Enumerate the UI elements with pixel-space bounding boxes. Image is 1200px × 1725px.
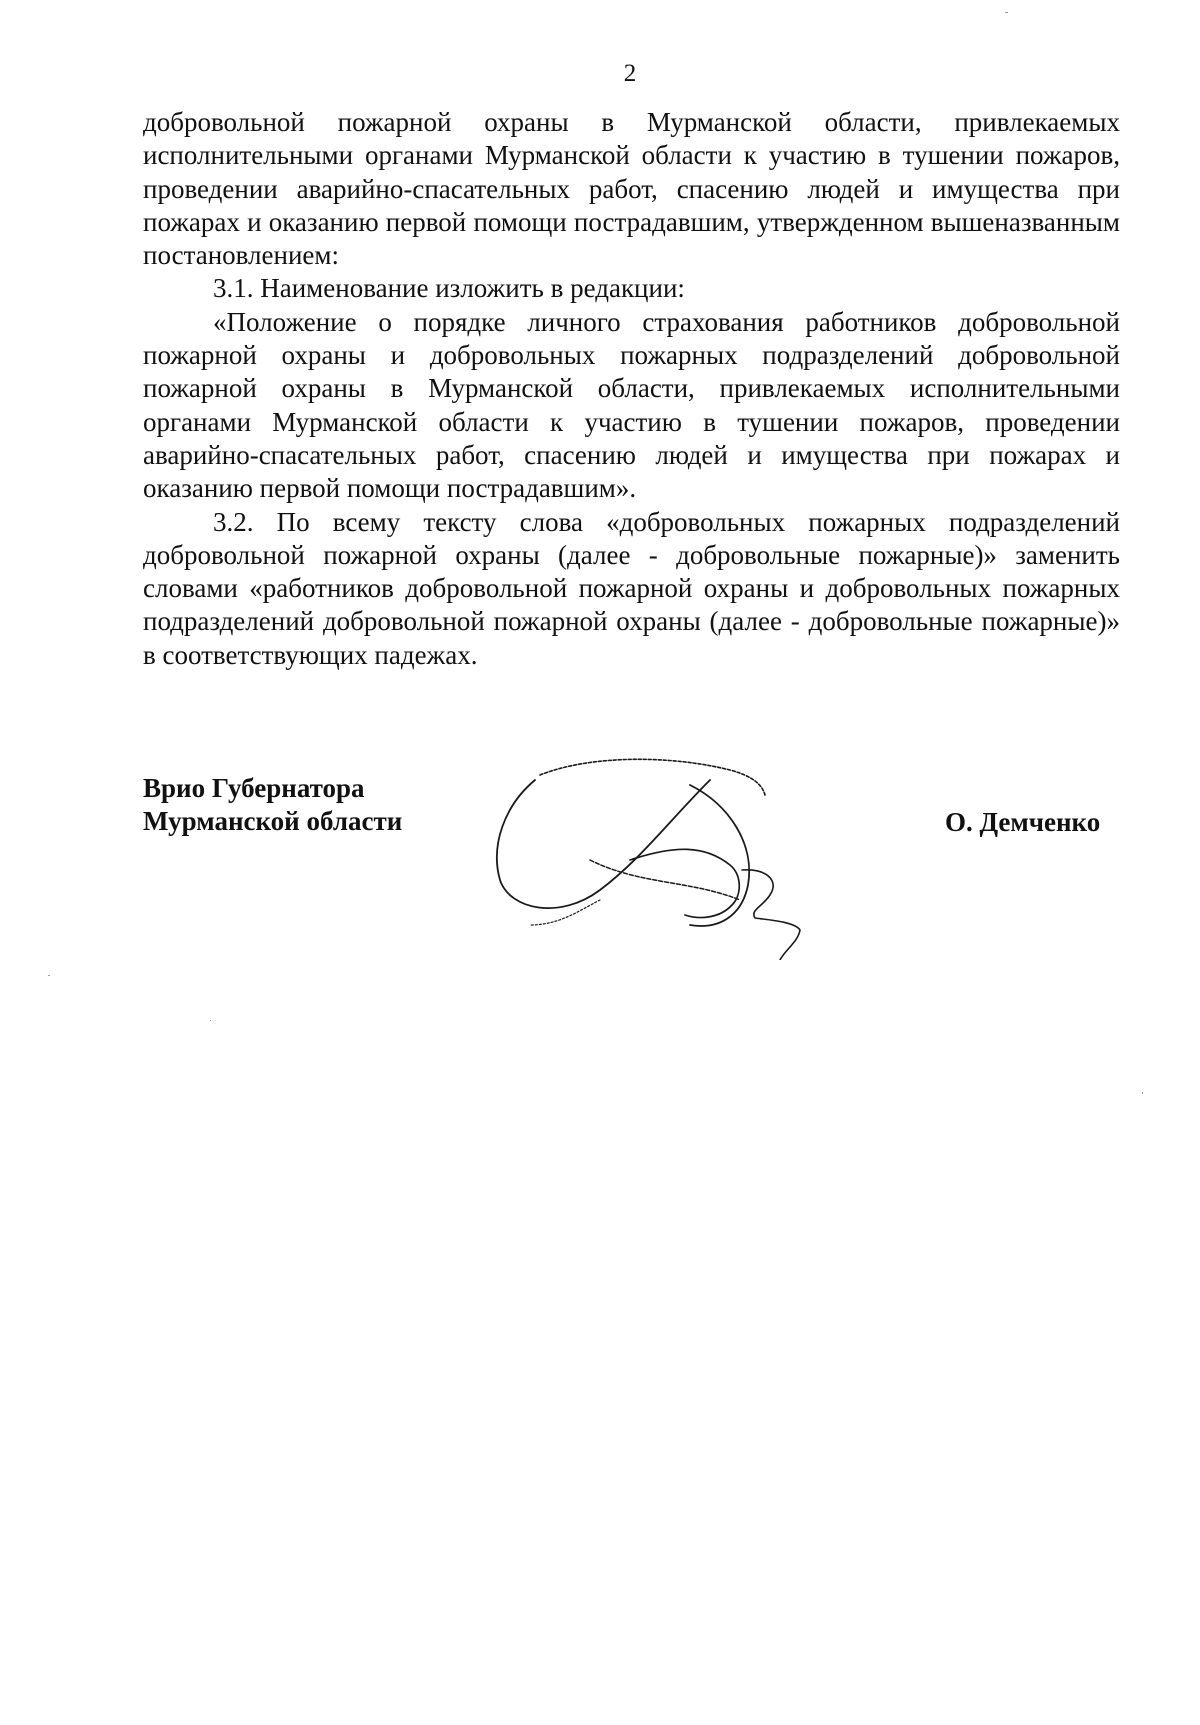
signature-stroke	[630, 849, 739, 917]
signer-name: О. Демченко	[945, 807, 1101, 837]
signature-stroke	[690, 785, 749, 926]
scan-speck	[48, 975, 50, 976]
signer-position	[143, 772, 402, 838]
signer-position-line1: Врио Губернатора	[143, 773, 365, 803]
scan-speck	[210, 1020, 211, 1021]
paragraph-new-title: «Положение о порядке личного страхования работников добровольной пожарной охраны и добровольных пожарных подразделений добровольной пожарной охраны в Мурманской области, привлекаемых исполнительными органами Мурманской области к участию в тушении пожаров, проведении аварийно-спасательных работ, спасению людей и имущества при пожарах и оказанию первой помощи пострадавшим».	[143, 306, 1120, 504]
signature-stroke	[497, 780, 710, 908]
scan-speck	[1005, 12, 1008, 13]
signature-stroke	[530, 900, 600, 925]
signature-stroke	[540, 759, 765, 795]
page-number: 2	[623, 60, 637, 87]
paragraph-3-1: 3.1. Наименование изложить в редакции:	[213, 273, 685, 304]
handwritten-signature	[480, 750, 860, 960]
scan-speck	[1142, 1092, 1143, 1094]
document-body	[143, 106, 1120, 672]
signer-position-line2: Мурманской области	[143, 806, 403, 836]
signature-stroke	[742, 870, 800, 960]
paragraph-3-2: 3.2. По всему тексту слова «добровольных пожарных подразделений добровольной пожарной охраны (далее - добровольные пожарные)» заменить словами «работников добровольной пожарной охраны и добровольных пожарных подразделений добровольной пожарной охраны (далее - добровольные пожарные)» в соответствующих падежах.	[143, 506, 1120, 670]
paragraph-continuation: добровольной пожарной охраны в Мурманской области, привлекаемых исполнительными органами Мурманской области к участию в тушении пожаров, проведении аварийно-спасательных работ, спасению людей и имущества при пожарах и оказанию первой помощи пострадавшим, утвержденном вышеназванным постановлением:	[143, 107, 1120, 271]
